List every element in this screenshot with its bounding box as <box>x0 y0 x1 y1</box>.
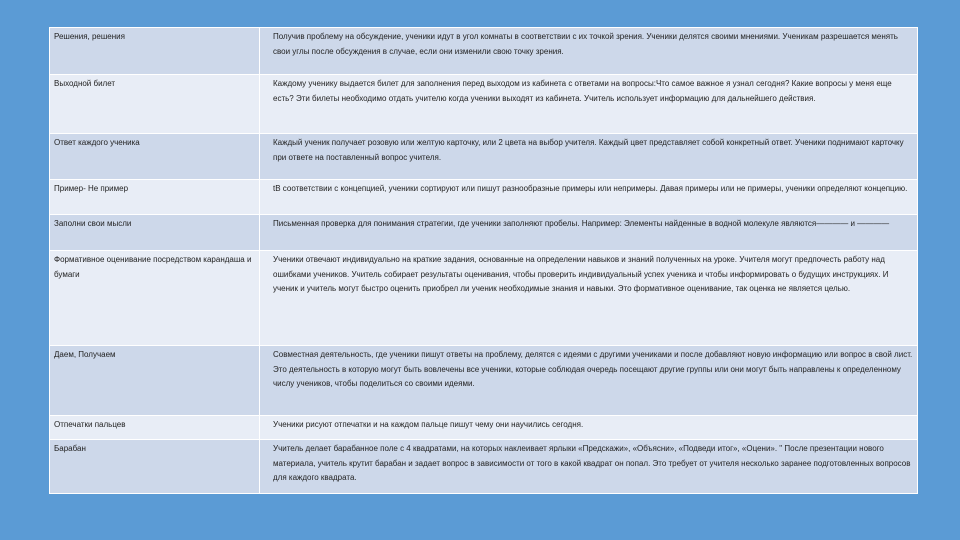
method-description: Ученики рисуют отпечатки и на каждом пальце пишут чему они научились сегодня. <box>260 416 918 440</box>
method-description: Ученики отвечают индивидуально на краткие задания, основанные на определении навыков и знаний полученных на уроке. Учителя могут предпочесть работу над ошибками учеников. Учитель собирает результаты оценивания, чтобы проверить индивидуальный успех ученика и чтобы информировать о будущих инструкциях. И ученик и учитель могут быстро оценить приобрел ли ученик необходимые знания и навыки. Это формативное оценивание, так оценка не является целью. <box>260 251 918 346</box>
method-description: Каждому ученику выдается билет для заполнения перед выходом из кабинета с ответами на вопросы:Что самое важное я узнал сегодня? Какие вопросы у меня еще есть? Эти билеты необходимо отдать учителю когда ученики выходят из кабинета. Учитель использует информацию для дальнейшего действия. <box>260 75 918 134</box>
table-row <box>50 416 918 440</box>
table-row <box>50 346 918 416</box>
methods-table <box>49 27 918 494</box>
method-name: Ответ каждого ученика <box>50 134 260 180</box>
method-description: tB соответствии с концепцией, ученики сортируют или пишут разнообразные примеры или непримеры. Давая примеры или не примеры, ученики определяют концепцию. <box>260 180 918 215</box>
table-row <box>50 215 918 251</box>
method-name: Барабан <box>50 440 260 494</box>
table-row <box>50 180 918 215</box>
method-name: Отпечатки пальцев <box>50 416 260 440</box>
method-name: Заполни свои мысли <box>50 215 260 251</box>
method-name: Формативное оценивание посредством карандаша и бумаги <box>50 251 260 346</box>
method-name: Пример- Не пример <box>50 180 260 215</box>
table-row <box>50 440 918 494</box>
table-row <box>50 75 918 134</box>
method-name: Выходной билет <box>50 75 260 134</box>
table-row <box>50 28 918 75</box>
table-row <box>50 251 918 346</box>
method-description: Учитель делает барабанное поле с 4 квадратами, на которых наклеивает ярлыки «Предскажи», «Объясни», «Подведи итог», «Оцени». " После презентации нового материала, учитель крутит барабан и задает вопрос в зависимости от того в какой квадрат он попал. Это требует от учителя несколько заранее подготовленных вопросов для каждого квадрата. <box>260 440 918 494</box>
method-description: Каждый ученик получает розовую или желтую карточку, или 2 цвета на выбор учителя. Каждый цвет представляет собой конкретный ответ. Ученики поднимают карточку при ответе на поставленный вопрос учителя. <box>260 134 918 180</box>
method-name: Решения, решения <box>50 28 260 75</box>
method-description: Письменная проверка для понимания стратегии, где ученики заполняют пробелы. Например: Элементы найденные в водной молекуле являются———— и ———— <box>260 215 918 251</box>
method-description: Совместная деятельность, где ученики пишут ответы на проблему, делятся с идеями с другими учениками и после добавляют новую информацию или вопрос в свой лист. Это деятельность в которую могут быть вовлечены все ученики, которые соблюдая очередь посещают другие группы или они могут быть направлены к определенному числу учеников, чтобы поделиться со своими идеями. <box>260 346 918 416</box>
method-name: Даем, Получаем <box>50 346 260 416</box>
table-row <box>50 134 918 180</box>
method-description: Получив проблему на обсуждение, ученики идут в угол комнаты в соответствии с их точкой зрения. Ученики делятся своими мнениями. Ученикам разрешается менять свои углы после обсуждения в случае, если они изменили свою точку зрения. <box>260 28 918 75</box>
